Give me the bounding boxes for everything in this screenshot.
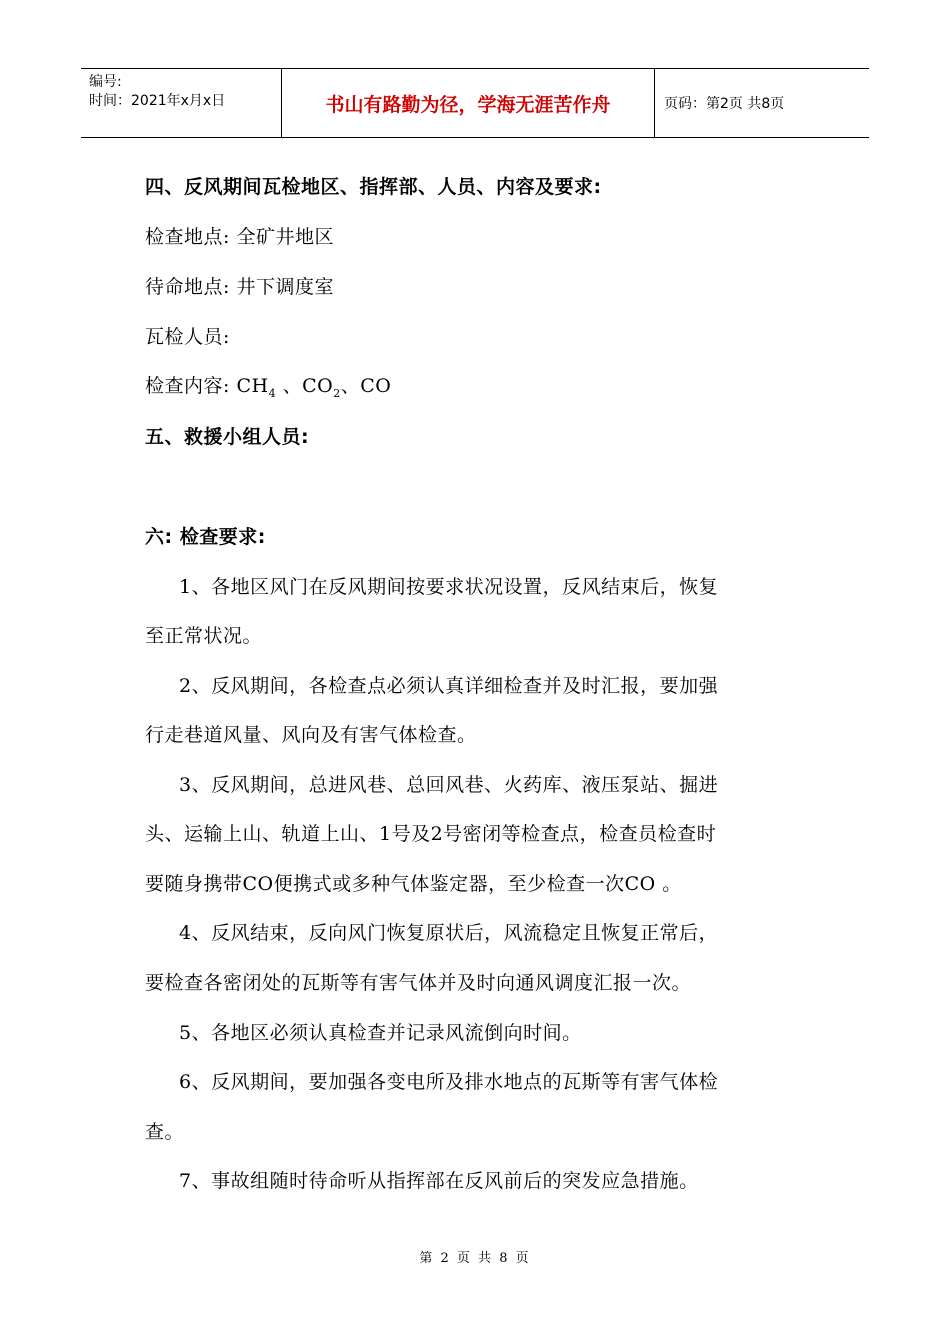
requirement-5-line-1: 5、各地区必须认真检查并记录风流倒向时间。 (179, 1022, 582, 1044)
check-items: 检查内容: $CH_4$ 、$CO_2$、CO (145, 375, 392, 400)
standby-location: 待命地点: 井下调度室 (145, 276, 334, 298)
section-4-title: 四、反风期间瓦检地区、指挥部、人员、内容及要求: (145, 176, 602, 198)
section-5-title: 五、救援小组人员: (145, 426, 310, 448)
requirement-3-line-1: 3、反风期间，总进风巷、总回风巷、火药库、液压泵站、掘进 (179, 774, 719, 796)
requirement-7-line-1: 7、事故组随时待命听从指挥部在反风前后的突发应急措施。 (179, 1170, 699, 1192)
requirement-6-line-2: 查。 (145, 1121, 185, 1143)
requirement-1-line-1: 1、各地区风门在反风期间按要求状况设置，反风结束后，恢复 (179, 576, 719, 598)
requirement-4-line-1: 4、反风结束，反向风门恢复原状后，风流稳定且恢复正常后， (179, 922, 719, 944)
time-label: 时间：2021年x月x日 (89, 93, 226, 109)
requirement-6-line-1: 6、反风期间，要加强各变电所及排水地点的瓦斯等有害气体检 (179, 1071, 719, 1093)
page-footer: 第 2 页 共 8 页 (419, 1251, 531, 1266)
requirement-3-line-2: 头、运输上山、轨道上山、1号及2号密闭等检查点，检查员检查时 (145, 823, 717, 845)
requirement-3-line-3: 要随身携带CO便携式或多种气体鉴定器，至少检查一次CO 。 (145, 873, 682, 895)
section-6-title: 六: 检查要求: (145, 526, 266, 548)
requirement-2-line-1: 2、反风期间，各检查点必须认真详细检查并及时汇报，要加强 (179, 675, 719, 697)
requirement-1-line-2: 至正常状况。 (145, 625, 263, 647)
header-page-info: 页码：第2页 共8页 (664, 96, 785, 112)
serial-label: 编号: (89, 74, 122, 90)
header-meta (81, 69, 282, 137)
document-header (81, 68, 869, 138)
check-location: 检查地点: 全矿井地区 (145, 226, 334, 248)
inspectors-label: 瓦检人员: (145, 326, 230, 348)
requirement-4-line-2: 要检查各密闭处的瓦斯等有害气体并及时向通风调度汇报一次。 (145, 972, 692, 994)
requirement-2-line-2: 行走巷道风量、风向及有害气体检查。 (145, 724, 477, 746)
header-motto: 书山有路勤为径，学海无涯苦作舟 (282, 69, 655, 137)
